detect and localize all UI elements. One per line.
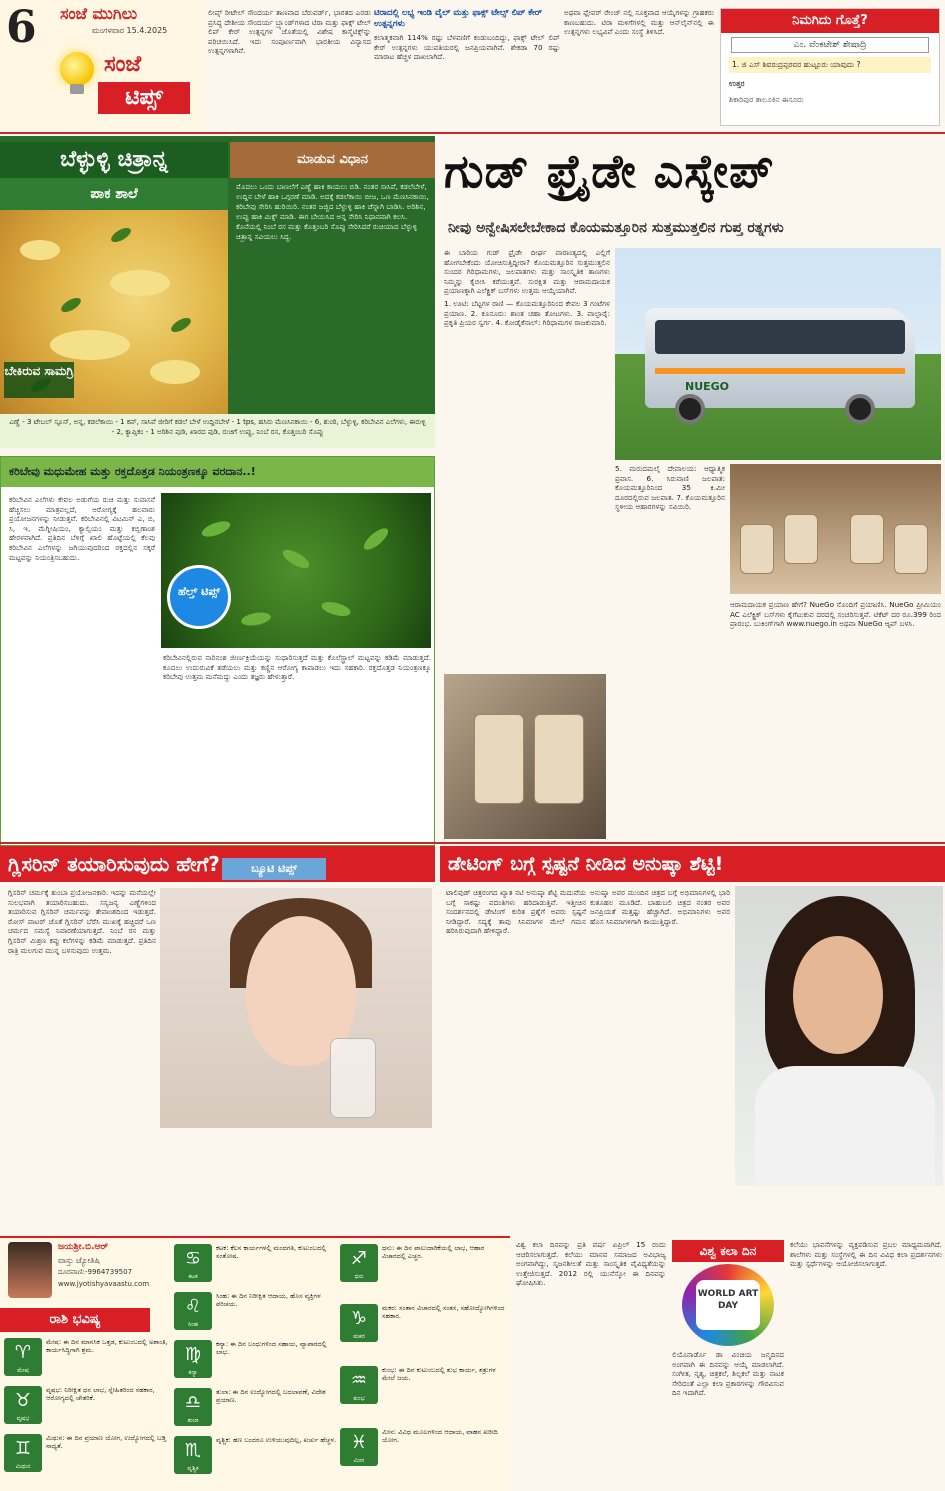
bus-subheadline: ನೀವು ಅನ್ವೇಷಿಸಲೇಬೇಕಾದ ಕೊಯಮತ್ತೂರಿನ ಸುತ್ತಮುತ್ತಲಿನ ಗುಪ್ತ ರತ್ನಗಳು xyxy=(448,220,784,236)
serum-bottle-icon xyxy=(330,1038,376,1118)
virgo-icon: ♍ ಕನ್ಯಾ xyxy=(174,1340,212,1378)
leaf-icon xyxy=(361,525,392,553)
sign-text: ತುಲಾ: ಈ ದಿನ ಉದ್ಯೋಗದಲ್ಲಿ ಬದಲಾವಣೆ, ವಿದೇಶ ಪ್ರಯಾಣ. xyxy=(216,1388,326,1405)
health-tips-badge: ಹೆಲ್ತ್ ಟಿಪ್ಸ್ xyxy=(167,565,231,629)
anushka-body-left: ಟಾಲಿವುಡ್ ಚಿತ್ರರಂಗದ ಖ್ಯಾತ ನಟಿ ಅನುಷ್ಕಾ ಶೆಟ್ಟಿ ಮದುವೆಯ ಬಗ್ಗೆ ಸಾಕಷ್ಟು ವದಂತಿಗಳು ಹರಿದಾಡುತ್ತಿವೆ. ಇತ್ತೀಚಿನ ಸಂದರ್ಶನದಲ್ಲಿ ಡೇಟಿಂಗ್ ಕುರಿತ ಪ್ರಶ್ನೆಗೆ ಅವರು ಸ್ಪಷ್ಟನೆ ನೀಡಿದ್ದಾರೆ. ಸದ್ಯಕ್ಕೆ ತಾವು ಸಿನಿಮಾಗಳ ಮೇಲೆ ಗಮನ ಹರಿಸಿರುವುದಾಗಿ ಹೇಳಿದ್ದಾರೆ. xyxy=(446,888,586,936)
sign-item xyxy=(4,1338,172,1376)
recipe-section xyxy=(0,136,435,448)
seat-icon xyxy=(474,714,524,804)
wheel-icon xyxy=(675,394,705,424)
rice-grain xyxy=(150,360,200,384)
did-you-know-box xyxy=(720,8,940,126)
issue-date: ಮಂಗಳವಾರ 15.4.2025 xyxy=(92,26,168,35)
did-you-know-answer-label: ಉತ್ತರ xyxy=(729,79,745,88)
bus-brand-label: NUEGO xyxy=(685,380,730,393)
sign-text: ಮೇಷ: ಈ ದಿನ ಮಾನಸಿಕ ಒತ್ತಡ, ಕುಟುಂಬದಲ್ಲಿ ಅಶಾಂತಿ, ಕಾರ್ಯಸಿದ್ಧಿಗಾಗಿ ಶ್ರಮ. xyxy=(46,1338,168,1355)
glycerin-body: ಗ್ಲಿಸರಿನ್ ಚರ್ಮಕ್ಕೆ ತುಂಬಾ ಪ್ರಯೋಜನಕಾರಿ. ಇದನ್ನು ಮನೆಯಲ್ಲೇ ಸುಲಭವಾಗಿ ತಯಾರಿಸಬಹುದು. ಸಸ್ಯಜನ್ಯ ಎಣ್ಣೆಗಳಿಂದ ತಯಾರಿಸುವ ಗ್ಲಿಸರಿನ್ ಚರ್ಮವನ್ನು ತೇವಾಂಶದಿಂದ ಇಡುತ್ತದೆ. ರೋಸ್ ವಾಟರ್ ಜೊತೆ ಗ್ಲಿಸರಿನ್ ಬೆರೆಸಿ ಮುಖಕ್ಕೆ ಹಚ್ಚಿದರೆ ಒಣ ಚರ್ಮದ ಸಮಸ್ಯೆ ನಿವಾರಣೆಯಾಗುತ್ತದೆ. ನಿಂಬೆ ರಸ ಮತ್ತು ಗ್ಲಿಸರಿನ್ ಮಿಶ್ರಣ ಕಪ್ಪು ಕಲೆಗಳನ್ನು ಕಡಿಮೆ ಮಾಡುತ್ತದೆ. ಪ್ರತಿದಿನ ರಾತ್ರಿ ಮಲಗುವ ಮುನ್ನ ಬಳಸುವುದು ಉತ್ತಮ. xyxy=(8,888,156,955)
artday-body-left: ವಿಶ್ವ ಕಲಾ ದಿನವನ್ನು ಪ್ರತಿ ವರ್ಷ ಏಪ್ರಿಲ್ 15 ರಂದು ಆಚರಿಸಲಾಗುತ್ತದೆ. ಕಲೆಯು ಮಾನವ ಸಮಾಜದ ಅವಿಭಾಜ್ಯ ಅಂಗವಾಗಿದ್ದು, ಸೃಜನಶೀಲತೆ ಮತ್ತು ಸಾಂಸ್ಕೃತಿಕ ವೈವಿಧ್ಯತೆಯನ್ನು ಉತ್ತೇಜಿಸುತ್ತದೆ. 2012 ರಲ್ಲಿ ಯುನೆಸ್ಕೋ ಈ ದಿನವನ್ನು ಘೋಷಿಸಿತು. xyxy=(516,1240,666,1288)
did-you-know-author: ಎಂ. ವೆಂಕಟೇಶ್ ಶೇಷಾದ್ರಿ xyxy=(731,37,929,53)
astrologer-website: www.jyotishyavaastu.com xyxy=(58,1280,150,1288)
sign-text: ಧನು: ಈ ದಿನ ಪಾಲುದಾರಿಕೆಯಲ್ಲಿ ಲಾಭ, ಆಹಾರ ವಿಚಾರದಲ್ಲಿ ಎಚ್ಚರ. xyxy=(382,1244,485,1261)
did-you-know-answer: ಶಿಕಾರಿಪುರ ತಾಲೂಕಿನ ಈಸೂರು xyxy=(729,95,804,104)
aries-icon: ♈ ಮೇಷ xyxy=(4,1338,42,1376)
artday-body-middle: ಲಿಯೊನಾರ್ಡೊ ಡಾ ವಿಂಚಿಯ ಜನ್ಮದಿನದ ಅಂಗವಾಗಿ ಈ ದಿನವನ್ನು ಆಯ್ಕೆ ಮಾಡಲಾಗಿದೆ. ಸಂಗೀತ, ನೃತ್ಯ, ಚಿತ್ರಕಲೆ, ಶಿಲ್ಪಕಲೆ ಮತ್ತು ನಾಟಕ ಸೇರಿದಂತೆ ಎಲ್ಲಾ ಕಲಾ ಪ್ರಕಾರಗಳನ್ನು ಗೌರವಿಸುವ ದಿನ ಇದಾಗಿದೆ. xyxy=(672,1350,784,1398)
horoscope-section xyxy=(0,1236,510,1491)
anushka-body-right: ಅನುಷ್ಕಾ ಅವರ ಮುಂದಿನ ಚಿತ್ರದ ಬಗ್ಗೆ ಅಭಿಮಾನಿಗಳಲ್ಲಿ ಭಾರಿ ಕುತೂಹಲ ಮೂಡಿದೆ. ಬಾಹುಬಲಿ ಚಿತ್ರದ ನಂತರ ಅವರ ಜನಪ್ರಿಯತೆ ಮತ್ತಷ್ಟು ಹೆಚ್ಚಾಗಿದೆ. ಅಭಿಮಾನಿಗಳು ಅವರ ಹೊಸ ಸಿನಿಮಾಗಳಿಗಾಗಿ ಕಾಯುತ್ತಿದ್ದಾರೆ. xyxy=(590,888,730,926)
bus-photo xyxy=(615,248,941,460)
divider xyxy=(0,842,945,844)
world-art-day-article xyxy=(512,1236,945,1491)
bus-intro xyxy=(444,248,610,668)
curry-body-right: ಕರಿಬೇವಿನಲ್ಲಿರುವ ನಾರಿನಂಶ ಜೀರ್ಣಕ್ರಿಯೆಯನ್ನು ಸುಧಾರಿಸುತ್ತದೆ ಮತ್ತು ಕೊಲೆಸ್ಟ್ರಾಲ್ ಮಟ್ಟವನ್ನು ಕಡಿಮೆ ಮಾಡುತ್ತದೆ. ಕೂದಲು ಉದುರುವಿಕೆ ತಡೆಯಲು ಮತ್ತು ಕಣ್ಣಿನ ಆರೋಗ್ಯ ಕಾಪಾಡಲು ಇದು ಸಹಕಾರಿ. ರಕ್ತದೊತ್ತಡ ನಿಯಂತ್ರಣಕ್ಕೂ ಕರಿಬೇವು ಉತ್ತಮ ಮನೆಮದ್ದು ಎಂದು ತಜ್ಞರು ಹೇಳುತ್ತಾರೆ. xyxy=(163,653,431,682)
seat-icon xyxy=(784,514,818,564)
sign-text: ಮೀನ: ವಿವಿಧ ಮೂಲಗಳಿಂದ ಆದಾಯ, ವಾಹನ ಖರೀದಿ ಯೋಗ. xyxy=(382,1428,498,1445)
sign-item xyxy=(174,1436,342,1474)
sign-text: ಕನ್ಯಾ: ಈ ದಿನ ಬಂಧುಗಳಿಂದ ಸಹಾಯ, ವ್ಯಾಪಾರದಲ್ಲಿ ಲಾಭ. xyxy=(216,1340,327,1357)
recipe-steps: ಮೊದಲು ಒಂದು ಬಾಣಲೆಗೆ ಎಣ್ಣೆ ಹಾಕಿ ಕಾಯಲು ಬಿಡಿ. ನಂತರ ಸಾಸಿವೆ, ಕಡಲೆಬೇಳೆ, ಉದ್ದಿನ ಬೇಳೆ ಹಾಕಿ ಒಗ್ಗರಣೆ ಮಾಡಿ. ಅದಕ್ಕೆ ಕಡಲೆಕಾಯಿ ಬೀಜ, ಒಣ ಮೆಣಸಿನಕಾಯಿ, ಕರಿಬೇವು ಸೇರಿಸಿ ಹುರಿಯಿರಿ. ನಂತರ ಜಜ್ಜಿದ ಬೆಳ್ಳುಳ್ಳಿ ಹಾಕಿ ಚೆನ್ನಾಗಿ ಬಾಡಿಸಿ. ಅರಿಶಿನ, ಉಪ್ಪು ಹಾಕಿ ಮಿಕ್ಸ್ ಮಾಡಿ. ಈಗ ಬೇಯಿಸಿದ ಅನ್ನ ಸೇರಿಸಿ ನಿಧಾನವಾಗಿ ಕಲಸಿ. ಕೊನೆಯಲ್ಲಿ ನಿಂಬೆ ರಸ ಮತ್ತು ಕೊತ್ತಂಬರಿ ಸೊಪ್ಪು ಸೇರಿಸಿದರೆ ರುಚಿಯಾದ ಬೆಳ್ಳುಳ್ಳಿ ಚಿತ್ರಾನ್ನ ಸವಿಯಲು ಸಿದ್ಧ. xyxy=(236,182,429,241)
rice-grain xyxy=(50,330,130,360)
sign-item xyxy=(174,1292,342,1330)
seat-icon xyxy=(894,524,928,574)
recipe-method-label: ಮಾಡುವ ವಿಧಾನ xyxy=(230,142,435,178)
sign-text: ಸಿಂಹ: ಈ ದಿನ ನಿರೀಕ್ಷಿತ ಆದಾಯ, ಹೊಸ ವ್ಯಕ್ತಿಗಳ ಪರಿಚಯ. xyxy=(216,1292,321,1309)
sign-item xyxy=(174,1244,342,1282)
scorpio-icon: ♏ ವೃಶ್ಚಿಕ xyxy=(174,1436,212,1474)
libra-icon: ♎ ತುಲಾ xyxy=(174,1388,212,1426)
sign-item xyxy=(340,1428,508,1466)
sign-item xyxy=(340,1366,508,1404)
rice-grain xyxy=(110,270,170,296)
body xyxy=(755,1066,935,1186)
section-title: ಸಂಜೆ xyxy=(104,52,142,77)
avatar xyxy=(8,1242,52,1298)
anushka-headline: ಡೇಟಿಂಗ್ ಬಗ್ಗೆ ಸ್ಪಷ್ಟನೆ ನೀಡಿದ ಅನುಷ್ಕಾ ಶೆಟ್ಟಿ! xyxy=(440,846,945,882)
recipe-photo xyxy=(0,210,228,434)
anushka-article xyxy=(440,846,945,1236)
curry-leaf-icon xyxy=(109,225,133,245)
glycerin-headline: ಗ್ಲಿಸರಿನ್ ತಯಾರಿಸುವುದು ಹೇಗೆ? xyxy=(0,846,435,882)
seat-icon xyxy=(850,514,884,564)
tips-column-1: ಲೀಪ್ಸ್ ರೀಟೇಲ್ ಸೌಂದರ್ಯ ತಾಣವಾದ ಬೆರುವರ್ಡ್, ಭಾರತದ ಎರಡು ಪ್ರಸಿದ್ಧ ದೇಶೀಯ ಸೌಂದರ್ಯ ಬ್ರ್ಯಾಂಡ್‌ಗಳಾದ ಟಿರಾ ಮತ್ತು ಫಾಕ್ಸ್ ಟೇಲ್ ಲಿಪ್ ಕೇರ್ ಉತ್ಪನ್ನಗಳ ಜೊತೆಯಲ್ಲಿ ವಿಶೇಷ ಕಾಸ್ಮೆಟಿಕ್ಸ್‌ನ್ನು ಪರಿಚಯಿಸಿದೆ. ಇದು ಸಂಪೂರ್ಣವಾಗಿ ಭಾರತೀಯ ವಿನ್ಯಾಸದ ಉತ್ಪನ್ನಗಳಾಗಿವೆ. xyxy=(208,8,371,56)
did-you-know-title: ನಿಮಗಿದು ಗೊತ್ತೆ? xyxy=(721,9,939,33)
taurus-icon: ♉ ವೃಷಭ xyxy=(4,1386,42,1424)
section-tag: ಟಿಪ್ಸ್ xyxy=(98,82,190,114)
astrologer-name: ಜಯಶ್ರೀ.ಬಿ.ಆರ್ xyxy=(58,1242,109,1252)
bus-places-para: 1. ಊಟಿ: ಬೆಟ್ಟಗಳ ರಾಣಿ — ಕೊಯಮತ್ತೂರಿನಿಂದ ಕೇವಲ 3 ಗಂಟೆಗಳ ಪ್ರಯಾಣ. 2. ಕೂನೂರು: ಶಾಂತ ಚಹಾ ತೋಟಗಳು. 3. ವಾಲ್ಪಾರೈ: ಪ್ರಕೃತಿ ಪ್ರಿಯರ ಸ್ವರ್ಗ. 4. ಕೋಡೈಕೆನಾಲ್: ಗಿರಿಧಾಮಗಳ ರಾಜಕುಮಾರಿ. xyxy=(444,298,610,328)
paper-title: ಸಂಜೆ ಮುಗಿಲು xyxy=(60,4,138,23)
tips-column-2-body: ಕಲಾತ್ಮಕವಾಗಿ 114% ರಷ್ಟು ಬೆಳವಣಿಗೆ ಕಂಡುಬಂದಿದ್ದು, ಫಾಕ್ಸ್ ಟೇಲ್ ಲಿಪ್ ಕೇರ್ ಉತ್ಪನ್ನಗಳು ಯುವತಿಯರಲ್ಲಿ ಜನಪ್ರಿಯವಾಗಿವೆ. ಶೇಕಡಾ 70 ರಷ್ಟು ಮಾರಾಟ ಹೆಚ್ಚಳ ದಾಖಲಾಗಿದೆ. xyxy=(374,33,560,62)
masthead xyxy=(0,0,205,130)
recipe-kitchen-label: ಪಾಕ ಶಾಲೆ xyxy=(0,178,228,210)
artday-body-right: ಕಲೆಯು ಭಾವನೆಗಳನ್ನು ವ್ಯಕ್ತಪಡಿಸುವ ಪ್ರಬಲ ಮಾಧ್ಯಮವಾಗಿದೆ. ಶಾಲೆಗಳು ಮತ್ತು ಸಂಸ್ಥೆಗಳಲ್ಲಿ ಈ ದಿನ ವಿವಿಧ ಕಲಾ ಪ್ರದರ್ಶನಗಳು ಮತ್ತು ಸ್ಪರ್ಧೆಗಳನ್ನು ಆಯೋಜಿಸಲಾಗುತ್ತದೆ. xyxy=(790,1240,942,1269)
bus-column-2: 5. ಮರುದಮಲೈ ದೇವಾಲಯ: ಆಧ್ಯಾತ್ಮಿಕ ಪ್ರವಾಸ. 6. ಸಿರುವಾಣಿ ಜಲಪಾತ: ಕೊಯಮತ್ತೂರಿನಿಂದ 35 ಕಿ.ಮೀ ದೂರದಲ್ಲಿರುವ ಜಲಪಾತ. 7. ಕೊಯಮತ್ತೂರಿನ ಸ್ಥಳೀಯ ಆಹಾರಗಳನ್ನು ಸವಿಯಿರಿ. xyxy=(615,464,725,512)
lightbulb-icon xyxy=(60,52,94,86)
artday-badge: ವಿಶ್ವ ಕಲಾ ದಿನ xyxy=(672,1240,784,1262)
bus-column-3: ಆರಾಮದಾಯಕ ಪ್ರಯಾಣ ಹೇಗೆ? NueGo ನೊಂದಿಗೆ ಪ್ರಯಾಣಿಸಿ. NueGo ಪ್ರೀಮಿಯಂ AC ಎಲೆಕ್ಟ್ರಿಕ್ ಬಸ್‌ಗಳು ಕೈಗೆಟುಕುವ ದರದಲ್ಲಿ ಸಂಚರಿಸುತ್ತವೆ. ಟಿಕೆಟ್ ದರ ರೂ.399 ರಿಂದ ಪ್ರಾರಂಭ. ಬುಕಿಂಗ್‌ಗಾಗಿ www.nuego.in ಅಥವಾ NueGo ಆ್ಯಪ್ ಬಳಸಿ. xyxy=(730,600,941,629)
seat-icon xyxy=(740,524,774,574)
sign-text: ಮಿಥುನ: ಈ ದಿನ ಪ್ರಯಾಣ ಯೋಗ, ಉದ್ಯೋಗದಲ್ಲಿ ಬಡ್ತಿ ಸಾಧ್ಯತೆ. xyxy=(46,1434,167,1451)
sign-item xyxy=(4,1386,172,1424)
page-number: 6 xyxy=(6,2,37,53)
leaf-icon xyxy=(200,518,232,540)
leo-icon: ♌ ಸಿಂಹ xyxy=(174,1292,212,1330)
bus-headline: ಗುಡ್ ಫ್ರೈಡೇ ಎಸ್ಕೇಪ್ xyxy=(444,144,775,198)
cancer-icon: ♋ ಕಟಕ xyxy=(174,1244,212,1282)
aquarius-icon: ♒ ಕುಂಭ xyxy=(340,1366,378,1404)
rice-grain xyxy=(20,240,60,260)
astrologer-card xyxy=(4,1242,154,1304)
seat-icon xyxy=(534,714,584,804)
sign-text: ವೃಶ್ಚಿಕ: ಹಣ ಬಂದರೂ ಉಳಿಯುವುದಿಲ್ಲ, ಖರ್ಚು ಹೆಚ್ಚಳ. xyxy=(216,1436,337,1444)
horoscope-title: ರಾಶಿ ಭವಿಷ್ಯ xyxy=(0,1308,150,1332)
pisces-icon: ♓ ಮೀನ xyxy=(340,1428,378,1466)
bus-intro-para: ಈ ಬಾರಿಯ ಗುಡ್ ಫ್ರೈಡೇ ದೀರ್ಘ ವಾರಾಂತ್ಯದಲ್ಲಿ ಎಲ್ಲಿಗೆ ಹೋಗಬೇಕೆಂದು ಯೋಚಿಸುತ್ತಿದ್ದೀರಾ? ಕೊಯಮತ್ತೂರಿನ ಸುತ್ತಮುತ್ತಲಿನ ಸುಂದರ ಗಿರಿಧಾಮಗಳು, ಜಲಪಾತಗಳು ಮತ್ತು ಸಾಂಸ್ಕೃತಿಕ ತಾಣಗಳು ನಿಮ್ಮನ್ನು ಕೈಬೀಸಿ ಕರೆಯುತ್ತವೆ. ಸುರಕ್ಷಿತ ಮತ್ತು ಆರಾಮದಾಯಕ ಪ್ರಯಾಣಕ್ಕಾಗಿ ಎಲೆಕ್ಟ್ರಿಕ್ ಬಸ್‌ಗಳು ಉತ್ತಮ ಆಯ್ಕೆಯಾಗಿವೆ. xyxy=(444,248,610,296)
beauty-photo xyxy=(160,888,432,1128)
wheel-icon xyxy=(845,394,875,424)
bus-interior-photo xyxy=(730,464,941,594)
logo-text: WORLD ART DAY xyxy=(696,1280,760,1330)
curry-leaf-icon xyxy=(59,295,83,315)
astrologer-phone: ದೂರವಾಣಿ:-9964739507 xyxy=(58,1268,133,1276)
face xyxy=(793,936,883,1054)
beauty-tips-badge: ಬ್ಯೂಟಿ ಟಿಪ್ಸ್ xyxy=(222,858,326,880)
tips-column-3: ಅಥವಾ ಫ್ಲೇವರ್ ರೇಂಜ್ ನಲ್ಲಿ ಸೂಕ್ತವಾದ ಆಯ್ಕೆಗಳನ್ನು ಗ್ರಾಹಕರು ಕಾಣಬಹುದು. ಟಿರಾ ಮಳಿಗೆಗಳಲ್ಲಿ ಮತ್ತು ಆನ್‌ಲೈನ್‌ನಲ್ಲಿ ಈ ಉತ್ಪನ್ನಗಳು ಲಭ್ಯವಿವೆ ಎಂದು ಸಂಸ್ಥೆ ತಿಳಿಸಿದೆ. xyxy=(564,8,714,37)
curry-headline: ಕರಿಬೇವು ಮಧುಮೇಹ ಮತ್ತು ರಕ್ತದೊತ್ತಡ ನಿಯಂತ್ರಣಕ್ಕೂ ವರದಾನ..! xyxy=(1,457,435,487)
good-friday-article xyxy=(440,136,945,841)
bus-stripe xyxy=(655,368,905,374)
sign-item xyxy=(174,1340,342,1378)
capricorn-icon: ♑ ಮಕರ xyxy=(340,1304,378,1342)
glycerin-article xyxy=(0,846,435,1236)
bus-seat-photo xyxy=(444,674,606,839)
sign-item xyxy=(4,1434,172,1472)
astrologer-role: ವಾಸ್ತು ಜ್ಯೋತಿಷಿ xyxy=(58,1256,100,1265)
divider xyxy=(0,132,945,134)
leaf-icon xyxy=(320,599,352,618)
bus-window xyxy=(655,320,905,354)
recipe-ingredients: ಎಣ್ಣೆ - 3 ಟೇಬಲ್ ಸ್ಪೂನ್, ಅನ್ನ, ಕಡಲೆಕಾಯಿ - 1 ಕಪ್, ಸಾಸಿವೆ ಜೀರಿಗೆ ಕಡಲೆ ಬೇಳೆ ಉದ್ದಿನಬೇಳೆ - 1 tps, ಹಸಿರು ಮೆಣಸಿನಕಾಯಿ - 6, ಶುಂಠಿ, ಬೆಳ್ಳುಳ್ಳಿ, ಕರಿಬೇವಿನ ಎಲೆಗಳು, ಈರುಳ್ಳಿ - 2, ಕ್ಯಾಪ್ಸಿಕಂ - 1 ಅರಿಶಿನ ಪುಡಿ, ಖಾರದ ಪುಡಿ, ರುಚಿಗೆ ಉಪ್ಪು, ನಿಂಬೆ ರಸ, ಕೊತ್ತಂಬರಿ ಸೊಪ್ಪು xyxy=(0,414,435,448)
sign-item xyxy=(174,1388,342,1426)
sign-item xyxy=(340,1244,508,1282)
sign-text: ವೃಷಭ: ನಿರೀಕ್ಷಿತ ಧನ ಲಾಭ, ಸ್ನೇಹಿತರಿಂದ ಸಹಕಾರ, ಆರೋಗ್ಯದಲ್ಲಿ ಚೇತರಿಕೆ. xyxy=(46,1386,155,1403)
curry-leaf-icon xyxy=(169,315,193,335)
did-you-know-question: 1. ಜಿ ಎಸ್ ಶಿವರುದ್ರಪ್ಪರವರ ಹುಟ್ಟೂರು ಯಾವುದು ? xyxy=(729,57,931,73)
gemini-icon: ♊ ಮಿಥುನ xyxy=(4,1434,42,1472)
sagittarius-icon: ♐ ಧನು xyxy=(340,1244,378,1282)
leaf-icon xyxy=(240,610,272,627)
tips-column-2 xyxy=(374,8,560,130)
recipe-title: ಬೆಳ್ಳುಳ್ಳಿ ಚಿತ್ರಾನ್ನ xyxy=(0,142,228,178)
tips-column-2-heading: ಟಿರಾದಲ್ಲಿ ಲಭ್ಯ ಇಂಡಿ ವೈಲ್ ಮತ್ತು ಫಾಕ್ಸ್ ಟೇಲ್ಸ್ ಲಿಪ್ ಕೇರ್ ಉತ್ಪನ್ನಗಳು xyxy=(374,8,543,29)
lightbulb-base-icon xyxy=(70,84,84,94)
curry-body-left: ಕರಿಬೇವಿನ ಎಲೆಗಳು ಕೇವಲ ಅಡುಗೆಯ ರುಚಿ ಮತ್ತು ಸುವಾಸನೆ ಹೆಚ್ಚಿಸಲು ಮಾತ್ರವಲ್ಲದೆ, ಆರೋಗ್ಯಕ್ಕೆ ಹಲವಾರು ಪ್ರಯೋಜನಗಳನ್ನು ನೀಡುತ್ತವೆ. ಕರಿಬೇವಿನಲ್ಲಿ ವಿಟಮಿನ್ ಎ, ಬಿ, ಸಿ, ಇ, ಮೆಗ್ನೀಷಿಯಂ, ಕ್ಯಾಲ್ಸಿಯಂ ಮತ್ತು ಕಬ್ಬಿಣಾಂಶ ಹೇರಳವಾಗಿದೆ. ಪ್ರತಿದಿನ ಬೆಳಿಗ್ಗೆ ಖಾಲಿ ಹೊಟ್ಟೆಯಲ್ಲಿ ಕೆಲವು ಕರಿಬೇವಿನ ಎಲೆಗಳನ್ನು ಜಗಿಯುವುದರಿಂದ ರಕ್ತದಲ್ಲಿನ ಸಕ್ಕರೆ ಮಟ್ಟವನ್ನು ನಿಯಂತ್ರಿಸಬಹುದು. xyxy=(9,495,155,562)
sign-text: ಮಕರ: ಸಂತಾನ ವಿಚಾರದಲ್ಲಿ ಸಂತಸ, ಸಹೋದ್ಯೋಗಿಗಳಿಂದ ಸಹಕಾರ. xyxy=(382,1304,505,1321)
sign-text: ಕಟಕ: ಕೆಲಸ ಕಾರ್ಯಗಳಲ್ಲಿ ಮಂದಗತಿ, ಕುಟುಂಬದಲ್ಲಿ ಸಂತೋಷ. xyxy=(216,1244,327,1261)
leaf-icon xyxy=(280,546,312,571)
sign-item xyxy=(340,1304,508,1342)
curry-leaf-article xyxy=(0,456,435,846)
ingredients-tag: ಬೇಕಿರುವ ಸಾಮಗ್ರಿ xyxy=(4,362,74,398)
sign-text: ಕುಂಭ: ಈ ದಿನ ಕುಟುಂಬದಲ್ಲಿ ಶುಭ ಕಾರ್ಯ, ಶತ್ರುಗಳ ಮೇಲೆ ಜಯ. xyxy=(382,1366,496,1383)
world-art-day-logo xyxy=(682,1264,774,1346)
anushka-photo xyxy=(735,886,943,1186)
